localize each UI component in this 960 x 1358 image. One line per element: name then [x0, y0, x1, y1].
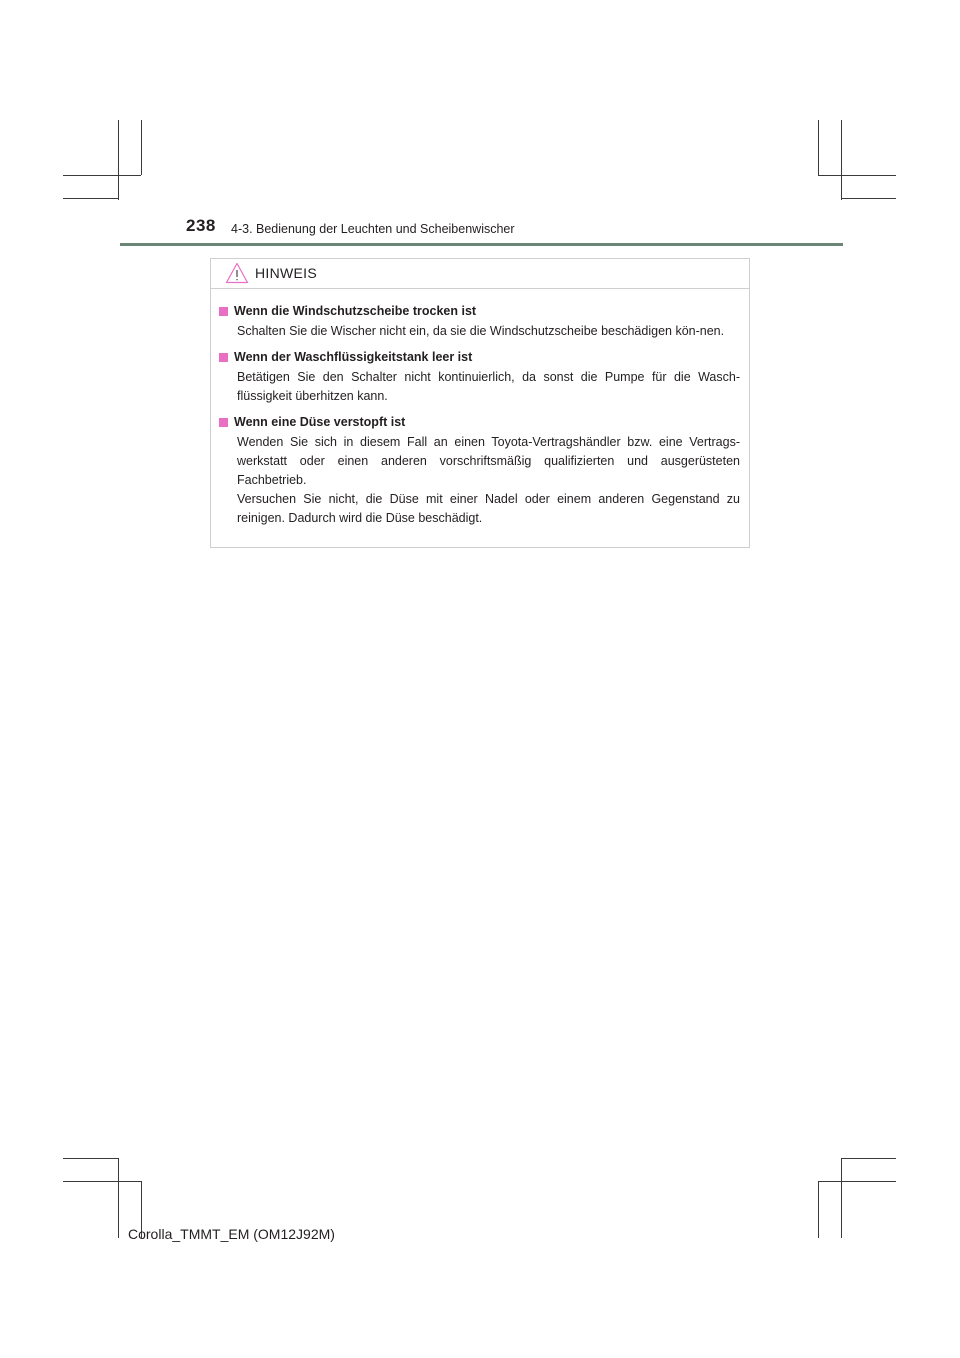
item-text: [237, 322, 740, 341]
notice-item-windshield-dry: [219, 302, 740, 341]
page-number: 238: [186, 216, 216, 235]
item-paragraph: Betätigen Sie den Schalter nicht kontinuierlich, da sonst die Pumpe für die Wasch-flüssigkeit überhitzen kann.: [237, 370, 740, 403]
item-paragraph: Schalten Sie die Wischer nicht ein, da sie die Windschutzscheibe beschädigen kön-nen.: [237, 324, 725, 338]
item-heading-text: Wenn die Windschutzscheibe trocken ist: [234, 304, 477, 318]
notice-title: HINWEIS: [255, 265, 317, 281]
item-heading-text: Wenn der Waschflüssigkeitstank leer ist: [234, 350, 473, 364]
crop-mark-bottom-right-horizontal: [841, 1158, 896, 1159]
item-heading: [219, 348, 740, 366]
crop-mark-top-right-vertical-2: [841, 120, 842, 200]
footer-document-id: Corolla_TMMT_EM (OM12J92M): [128, 1226, 335, 1242]
square-bullet-icon: [219, 307, 228, 316]
crop-mark-bottom-right-horizontal-2: [818, 1181, 896, 1182]
item-heading: [219, 413, 740, 431]
notice-item-washer-tank-empty: [219, 348, 740, 406]
crop-mark-bottom-right-vertical-2: [818, 1181, 819, 1238]
crop-mark-bottom-left-horizontal: [63, 1158, 119, 1159]
square-bullet-icon: [219, 418, 228, 427]
square-bullet-icon: [219, 353, 228, 362]
item-paragraph: Wenden Sie sich in diesem Fall an einen Toyota-Vertragshändler bzw. eine Vertrags-werkstatt oder einen anderen vorschriftsmäßig qualifizierten und ausgerüsteten Fachbetrieb.: [237, 435, 740, 487]
notice-header: [211, 259, 749, 289]
crop-mark-top-right-vertical: [818, 120, 819, 175]
notice-item-nozzle-clogged: [219, 413, 740, 528]
crop-mark-bottom-right-vertical: [841, 1158, 842, 1238]
crop-mark-top-right-horizontal: [818, 175, 896, 176]
section-title: 4-3. Bedienung der Leuchten und Scheibenwischer: [231, 222, 515, 236]
item-paragraph: Versuchen Sie nicht, die Düse mit einer Nadel oder einem anderen Gegenstand zu reinigen. Dadurch wird die Düse beschädigt.: [237, 492, 740, 525]
item-heading-text: Wenn eine Düse verstopft ist: [234, 415, 406, 429]
notice-body: [211, 289, 749, 528]
crop-mark-top-right-horizontal-2: [841, 198, 896, 199]
crop-mark-top-left-horizontal: [63, 175, 141, 176]
crop-mark-top-left-vertical-2: [141, 120, 142, 175]
notice-box: [210, 258, 750, 548]
crop-mark-top-left-vertical: [118, 120, 119, 200]
item-text: [237, 368, 740, 406]
header-rule: [120, 243, 843, 246]
item-heading: [219, 302, 740, 320]
crop-mark-top-left-horizontal-2: [63, 198, 119, 199]
crop-mark-bottom-left-vertical: [118, 1158, 119, 1238]
crop-mark-bottom-left-horizontal-2: [63, 1181, 141, 1182]
warning-triangle-icon: [225, 262, 249, 284]
item-text: [237, 433, 740, 528]
